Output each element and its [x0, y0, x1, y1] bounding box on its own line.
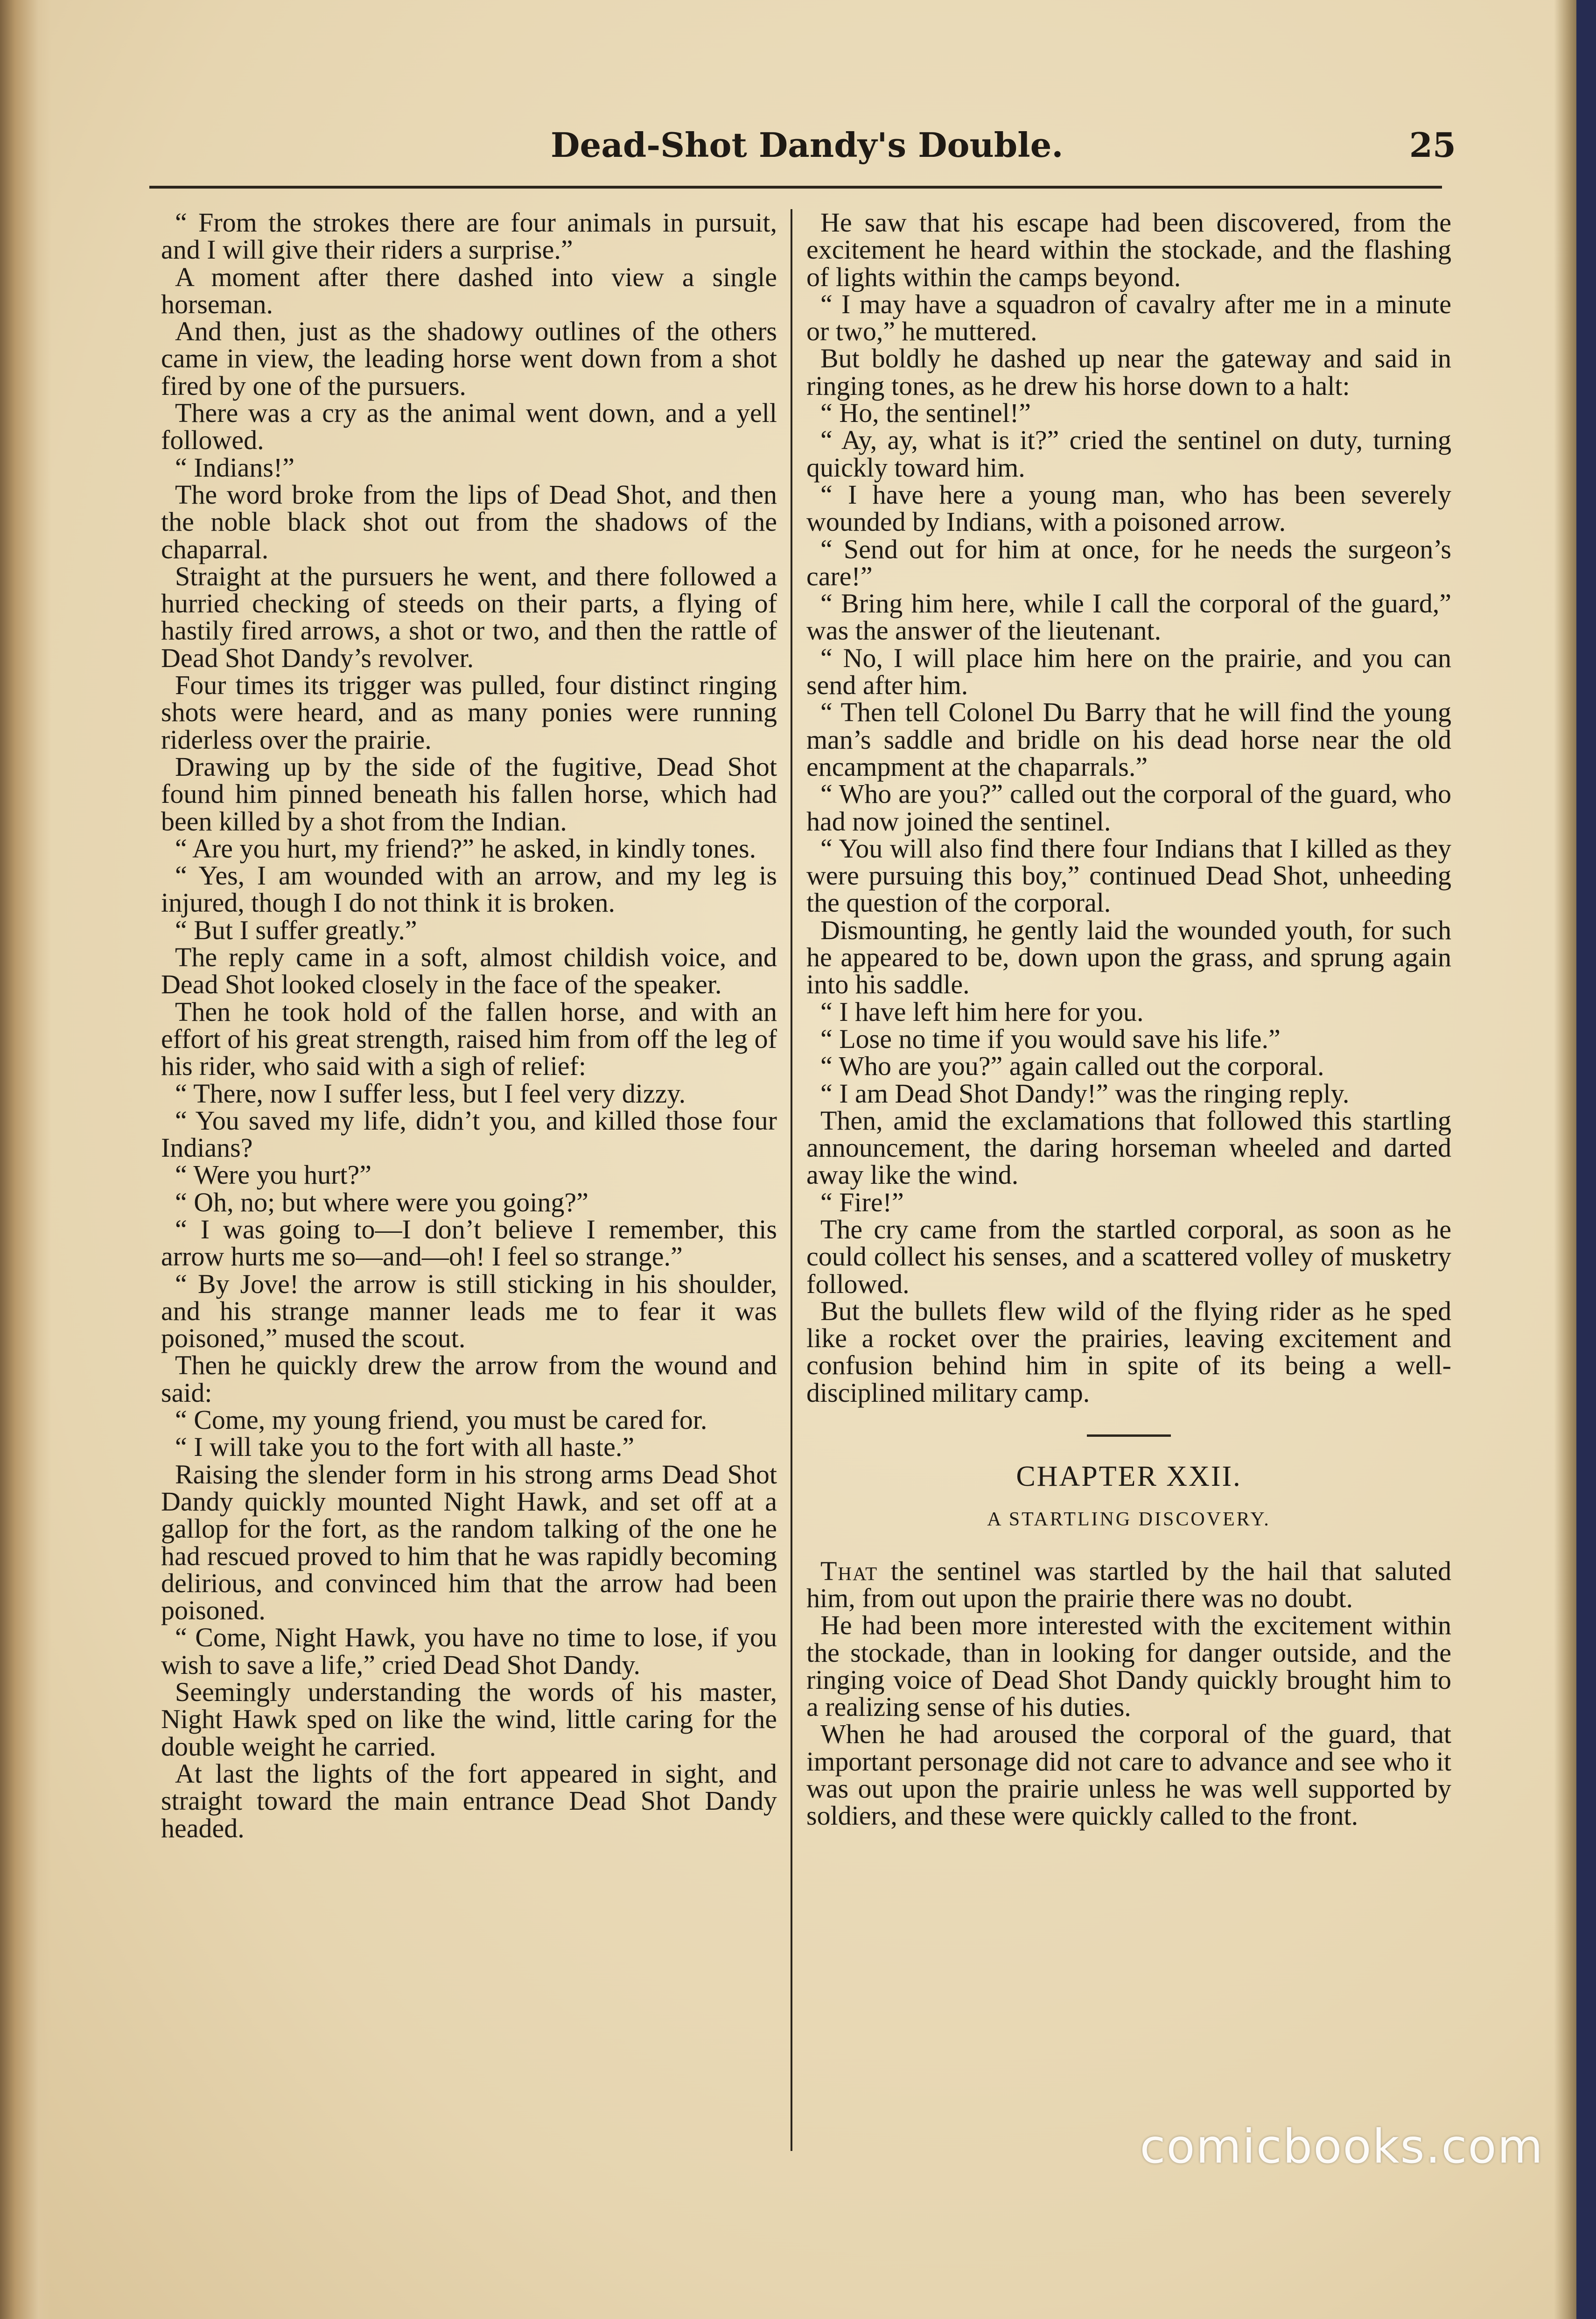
chapter-rule	[1087, 1434, 1171, 1437]
paragraph: “ Who are you?” again called out the corporal.	[820, 1051, 1324, 1082]
paragraph: “ I have left him here for you.	[820, 996, 1144, 1027]
chapter-subtitle: A STARTLING DISCOVERY.	[987, 1509, 1271, 1531]
paragraph: “ You saved my life, didn’t you, and killed those four Indians?	[161, 1105, 777, 1163]
paragraph: “ Indians!”	[175, 452, 295, 483]
right-column	[806, 209, 1451, 1830]
paragraph: “ Fire!”	[820, 1187, 904, 1217]
paragraph: “ Are you hurt, my friend?” he asked, in kindly tones.	[175, 833, 756, 864]
paragraph: “ Then tell Colonel Du Barry that he will find the young man’s saddle and bridle on his dead horse near the old encampment at the chaparrals.”	[806, 697, 1451, 782]
page-edge	[1554, 0, 1576, 2319]
paragraph: “ You will also find there four Indians that I killed as they were pursuing this boy,” continued Dead Shot, unheeding the question of the corporal.	[806, 833, 1451, 918]
header-rule	[149, 186, 1442, 189]
paragraph: The word broke from the lips of Dead Shot, and then the noble black shot out from the shadows of the chaparral.	[161, 479, 777, 564]
left-column	[161, 209, 777, 1842]
paragraph: “ Send out for him at once, for he needs the surgeon’s care!”	[806, 534, 1451, 591]
paragraph: But boldly he dashed up near the gateway and said in ringing tones, as he drew his horse down to a halt:	[806, 343, 1451, 401]
paragraph: “ I will take you to the fort with all haste.”	[175, 1432, 635, 1462]
paragraph: Then he took hold of the fallen horse, and with an effort of his great strength, raised him from off the leg of his rider, who said with a sigh of relief:	[161, 996, 777, 1082]
paragraph: Straight at the pursuers he went, and there followed a hurried checking of steeds on their parts, a flying of hastily fired arrows, a shot or two, and then the rattle of Dead Shot Dandy’s revolver.	[161, 561, 777, 673]
paragraph: When he had aroused the corporal of the guard, that important personage did not care to advance and see who it was out upon the prairie unless he was well supported by soldiers, and these were quickly called to the front.	[806, 1719, 1451, 1831]
paragraph: There was a cry as the animal went down, and a yell followed.	[161, 398, 777, 456]
paragraph: Then, amid the exclamations that followed this startling announcement, the daring horseman wheeled and darted away like the wind.	[806, 1105, 1451, 1190]
paragraph: Drawing up by the side of the fugitive, Dead Shot found him pinned beneath his fallen horse, which had been killed by a shot from the Indian.	[161, 751, 777, 836]
paragraph: And then, just as the shadowy outlines of the others came in view, the leading horse went down from a shot fired by one of the pursuers.	[161, 316, 777, 401]
paragraph: Seemingly understanding the words of his master, Night Hawk sped on like the wind, little caring for the double weight he carried.	[161, 1677, 777, 1762]
paragraph: “ There, now I suffer less, but I feel very dizzy.	[175, 1078, 686, 1109]
paragraph: “ By Jove! the arrow is still sticking in his shoulder, and his strange manner leads me to fear it was poisoned,” mused the scout.	[161, 1268, 777, 1354]
chapter-title: CHAPTER XXII.	[1016, 1461, 1242, 1493]
paragraph: “ Bring him here, while I call the corporal of the guard,” was the answer of the lieutenant.	[806, 588, 1451, 646]
running-header	[140, 122, 1456, 178]
paragraph: Four times its trigger was pulled, four distinct ringing shots were heard, and as many ponies were running riderless over the prairie.	[161, 670, 777, 755]
right-column-bottom	[806, 1612, 1451, 1829]
paragraph: “ Ho, the sentinel!”	[820, 398, 1031, 429]
running-title: Dead-Shot Dandy's Double.	[551, 125, 1064, 165]
paragraph: The cry came from the startled corporal, as soon as he could collect his senses, and a scattered volley of musketry followed.	[806, 1214, 1451, 1299]
page-number: 25	[1409, 125, 1456, 165]
column-divider	[791, 209, 792, 2151]
paragraph: “ But I suffer greatly.”	[175, 914, 417, 945]
paragraph: He had been more interested with the excitement within the stockade, than in looking for danger outside, and the ringing voice of Dead Shot Dandy quickly brought him to a realizing sense of his duties.	[806, 1610, 1451, 1722]
paragraph: “ Lose no time if you would save his life.”	[820, 1023, 1281, 1054]
paragraph: “ Oh, no; but where were you going?”	[175, 1187, 588, 1217]
paragraph: A moment after there dashed into view a single horseman.	[161, 261, 777, 319]
paragraph: Then he quickly drew the arrow from the wound and said:	[161, 1350, 777, 1408]
watermark: comicbooks.com	[1140, 2119, 1544, 2174]
paragraph: “ From the strokes there are four animals in pursuit, and I will give their riders a surprise.”	[161, 207, 777, 265]
chapter-opening-paragraph	[806, 1555, 1451, 1613]
paragraph: “ I may have a squadron of cavalry after me in a minute or two,” he muttered.	[806, 288, 1451, 347]
paragraph: At last the lights of the fort appeared in sight, and straight toward the main entrance Dead Shot Dandy headed.	[161, 1758, 777, 1843]
paragraph: Dismounting, he gently laid the wounded youth, for such he appeared to be, down upon the grass, and sprung again into his saddle.	[806, 914, 1451, 1000]
paragraph: “ Yes, I am wounded with an arrow, and my leg is injured, though I do not think it is broken.	[161, 860, 777, 918]
paragraph: He saw that his escape had been discovered, from the excitement he heard within the stockade, and the flashing of lights within the camps beyond.	[806, 207, 1451, 292]
right-column-top	[806, 209, 1451, 1406]
paragraph: “ I have here a young man, who has been severely wounded by Indians, with a poisoned arrow.	[806, 479, 1451, 537]
chapter-lead-word: That	[820, 1555, 878, 1586]
paragraph: “ Come, my young friend, you must be cared for.	[175, 1405, 707, 1435]
paragraph: The reply came in a soft, almost childish voice, and Dead Shot looked closely in the face of the speaker.	[161, 942, 777, 1000]
page-gutter	[0, 0, 51, 2319]
paragraph: Raising the slender form in his strong arms Dead Shot Dandy quickly mounted Night Hawk, and set off at a gallop for the fort, as the random talking of the one he had rescued proved to him that he was rapidly becoming delirious, and convinced him that the arrow had been poisoned.	[161, 1459, 777, 1626]
paragraph: “ I was going to—I don’t believe I remember, this arrow hurts me so—and—oh! I feel so strange.”	[161, 1214, 777, 1272]
paragraph: “ No, I will place him here on the prairie, and you can send after him.	[806, 642, 1451, 701]
paragraph: “ Were you hurt?”	[175, 1160, 372, 1190]
paragraph: “ Come, Night Hawk, you have no time to lose, if you wish to save a life,” cried Dead Shot Dandy.	[161, 1622, 777, 1680]
chapter-opening-text: the sentinel was startled by the hail that saluted him, from out upon the prairie there was no doubt.	[806, 1555, 1451, 1613]
paragraph: “ Ay, ay, what is it?” cried the sentinel on duty, turning quickly toward him.	[806, 425, 1451, 483]
paragraph: “ Who are you?” called out the corporal of the guard, who had now joined the sentinel.	[806, 779, 1451, 836]
paragraph: But the bullets flew wild of the flying rider as he sped like a rocket over the prairies, leaving excitement and confusion behind him in spite of its being a well-disciplined military camp.	[806, 1295, 1451, 1408]
paragraph: “ I am Dead Shot Dandy!” was the ringing reply.	[820, 1078, 1350, 1109]
